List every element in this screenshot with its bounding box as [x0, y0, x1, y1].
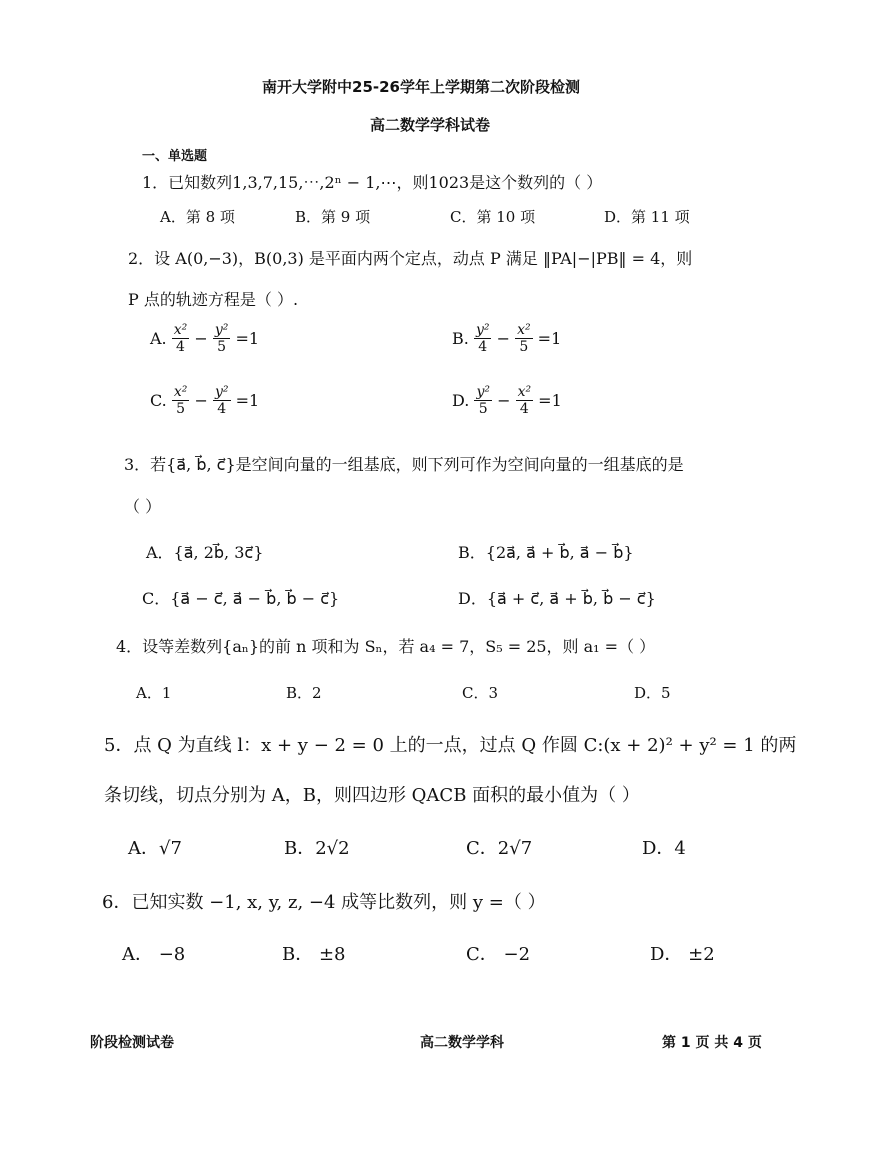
q1-option-d: D．第 11 项: [604, 208, 690, 226]
q5-option-a: A．√7: [128, 838, 182, 859]
q2-option-c: C. $\frac{\text{x²}}{5}$ − $\frac{\text{y²}}{4}$ =1: [150, 384, 260, 417]
q2-option-d-frac1: $\frac{\text{y²}}{5}$: [476, 384, 490, 417]
footer-page-number: 第 1 页 共 4 页: [662, 1035, 762, 1051]
footer-left: 阶段检测试卷: [90, 1035, 174, 1051]
q6-option-a: A． −8: [122, 944, 186, 965]
q3-option-a: A．{a⃗, 2b⃗, 3c⃗}: [146, 543, 264, 562]
q3-option-d: D．{a⃗ + c⃗, a⃗ + b⃗, b⃗ − c⃗}: [458, 589, 656, 608]
question-3-stem-line1: 3．若{a⃗, b⃗, c⃗}是空间向量的一组基底，则下列可作为空间向量的一组基底的是: [124, 455, 684, 474]
exam-subtitle: 高二数学学科试卷: [370, 116, 491, 134]
q2-option-a-label: A.: [150, 329, 167, 348]
q2-option-a: A. $\frac{\text{x²}}{4}$ − $\frac{\text{y²}}{5}$ =1: [150, 322, 260, 355]
q2-option-d-label: D.: [452, 391, 470, 410]
q3-option-c: C．{a⃗ − c⃗, a⃗ − b⃗, b⃗ − c⃗}: [142, 589, 340, 608]
q5-option-c: C．2√7: [466, 838, 533, 859]
question-3-stem-line2: （ ）: [124, 497, 162, 516]
q2-option-c-frac1: $\frac{\text{x²}}{5}$: [173, 384, 188, 417]
q4-option-b: B．2: [286, 684, 322, 702]
q3-option-b: B．{2a⃗, a⃗ + b⃗, a⃗ − b⃗}: [458, 543, 634, 562]
q2-option-c-frac2: $\frac{\text{y²}}{4}$: [214, 384, 229, 417]
exam-title: 南开大学附中25-26学年上学期第二次阶段检测: [262, 78, 580, 96]
q2-option-b: B. $\frac{\text{y²}}{4}$ − $\frac{\text{x²}}{5}$ =1: [452, 322, 562, 355]
q1-option-c: C．第 10 项: [450, 208, 536, 226]
q6-option-b: B． ±8: [282, 944, 346, 965]
q6-option-d: D． ±2: [650, 944, 715, 965]
question-1-stem: 1．已知数列1,3,7,15,⋯,2ⁿ − 1,⋯，则1023是这个数列的（ ）: [142, 173, 603, 192]
q4-option-a: A．1: [136, 684, 172, 702]
question-2-stem-line2: P 点的轨迹方程是（ ）.: [128, 290, 299, 309]
q2-option-b-frac1: $\frac{\text{y²}}{4}$: [475, 322, 490, 355]
q2-option-d-frac2: $\frac{\text{x²}}{4}$: [517, 384, 532, 417]
question-5-stem-line2: 条切线，切点分别为 A，B，则四边形 QACB 面积的最小值为（ ）: [104, 785, 640, 806]
q2-option-a-frac2: $\frac{\text{y²}}{5}$: [214, 322, 229, 355]
footer-center: 高二数学学科: [420, 1035, 504, 1051]
q1-option-b: B．第 9 项: [295, 208, 371, 226]
q2-option-b-label: B.: [452, 329, 469, 348]
q4-option-d: D．5: [634, 684, 671, 702]
q1-option-a: A．第 8 项: [160, 208, 235, 226]
q5-option-b: B．2√2: [284, 838, 350, 859]
question-5-stem-line1: 5．点 Q 为直线 l：x + y − 2 = 0 上的一点，过点 Q 作圆 C:(x + 2)² + y² = 1 的两: [104, 735, 797, 756]
question-6-stem: 6．已知实数 −1, x, y, z, −4 成等比数列，则 y =（ ）: [102, 892, 546, 913]
q2-option-a-frac1: $\frac{\text{x²}}{4}$: [173, 322, 188, 355]
question-4-stem: 4．设等差数列{aₙ}的前 n 项和为 Sₙ，若 a₄ = 7，S₅ = 25，则 a₁ =（ ）: [116, 637, 656, 656]
section-heading: 一、单选题: [142, 149, 208, 164]
question-2-stem-line1: 2．设 A(0,−3)，B(0,3) 是平面内两个定点，动点 P 满足 ‖PA|−|PB‖ = 4，则: [128, 249, 693, 268]
q5-option-d: D．4: [642, 838, 686, 859]
q2-option-b-frac2: $\frac{\text{x²}}{5}$: [517, 322, 531, 355]
q2-option-c-label: C.: [150, 391, 167, 410]
q2-option-d: D. $\frac{\text{y²}}{5}$ − $\frac{\text{x²}}{4}$ =1: [452, 384, 562, 417]
q6-option-c: C． −2: [466, 944, 531, 965]
q4-option-c: C．3: [462, 684, 499, 702]
